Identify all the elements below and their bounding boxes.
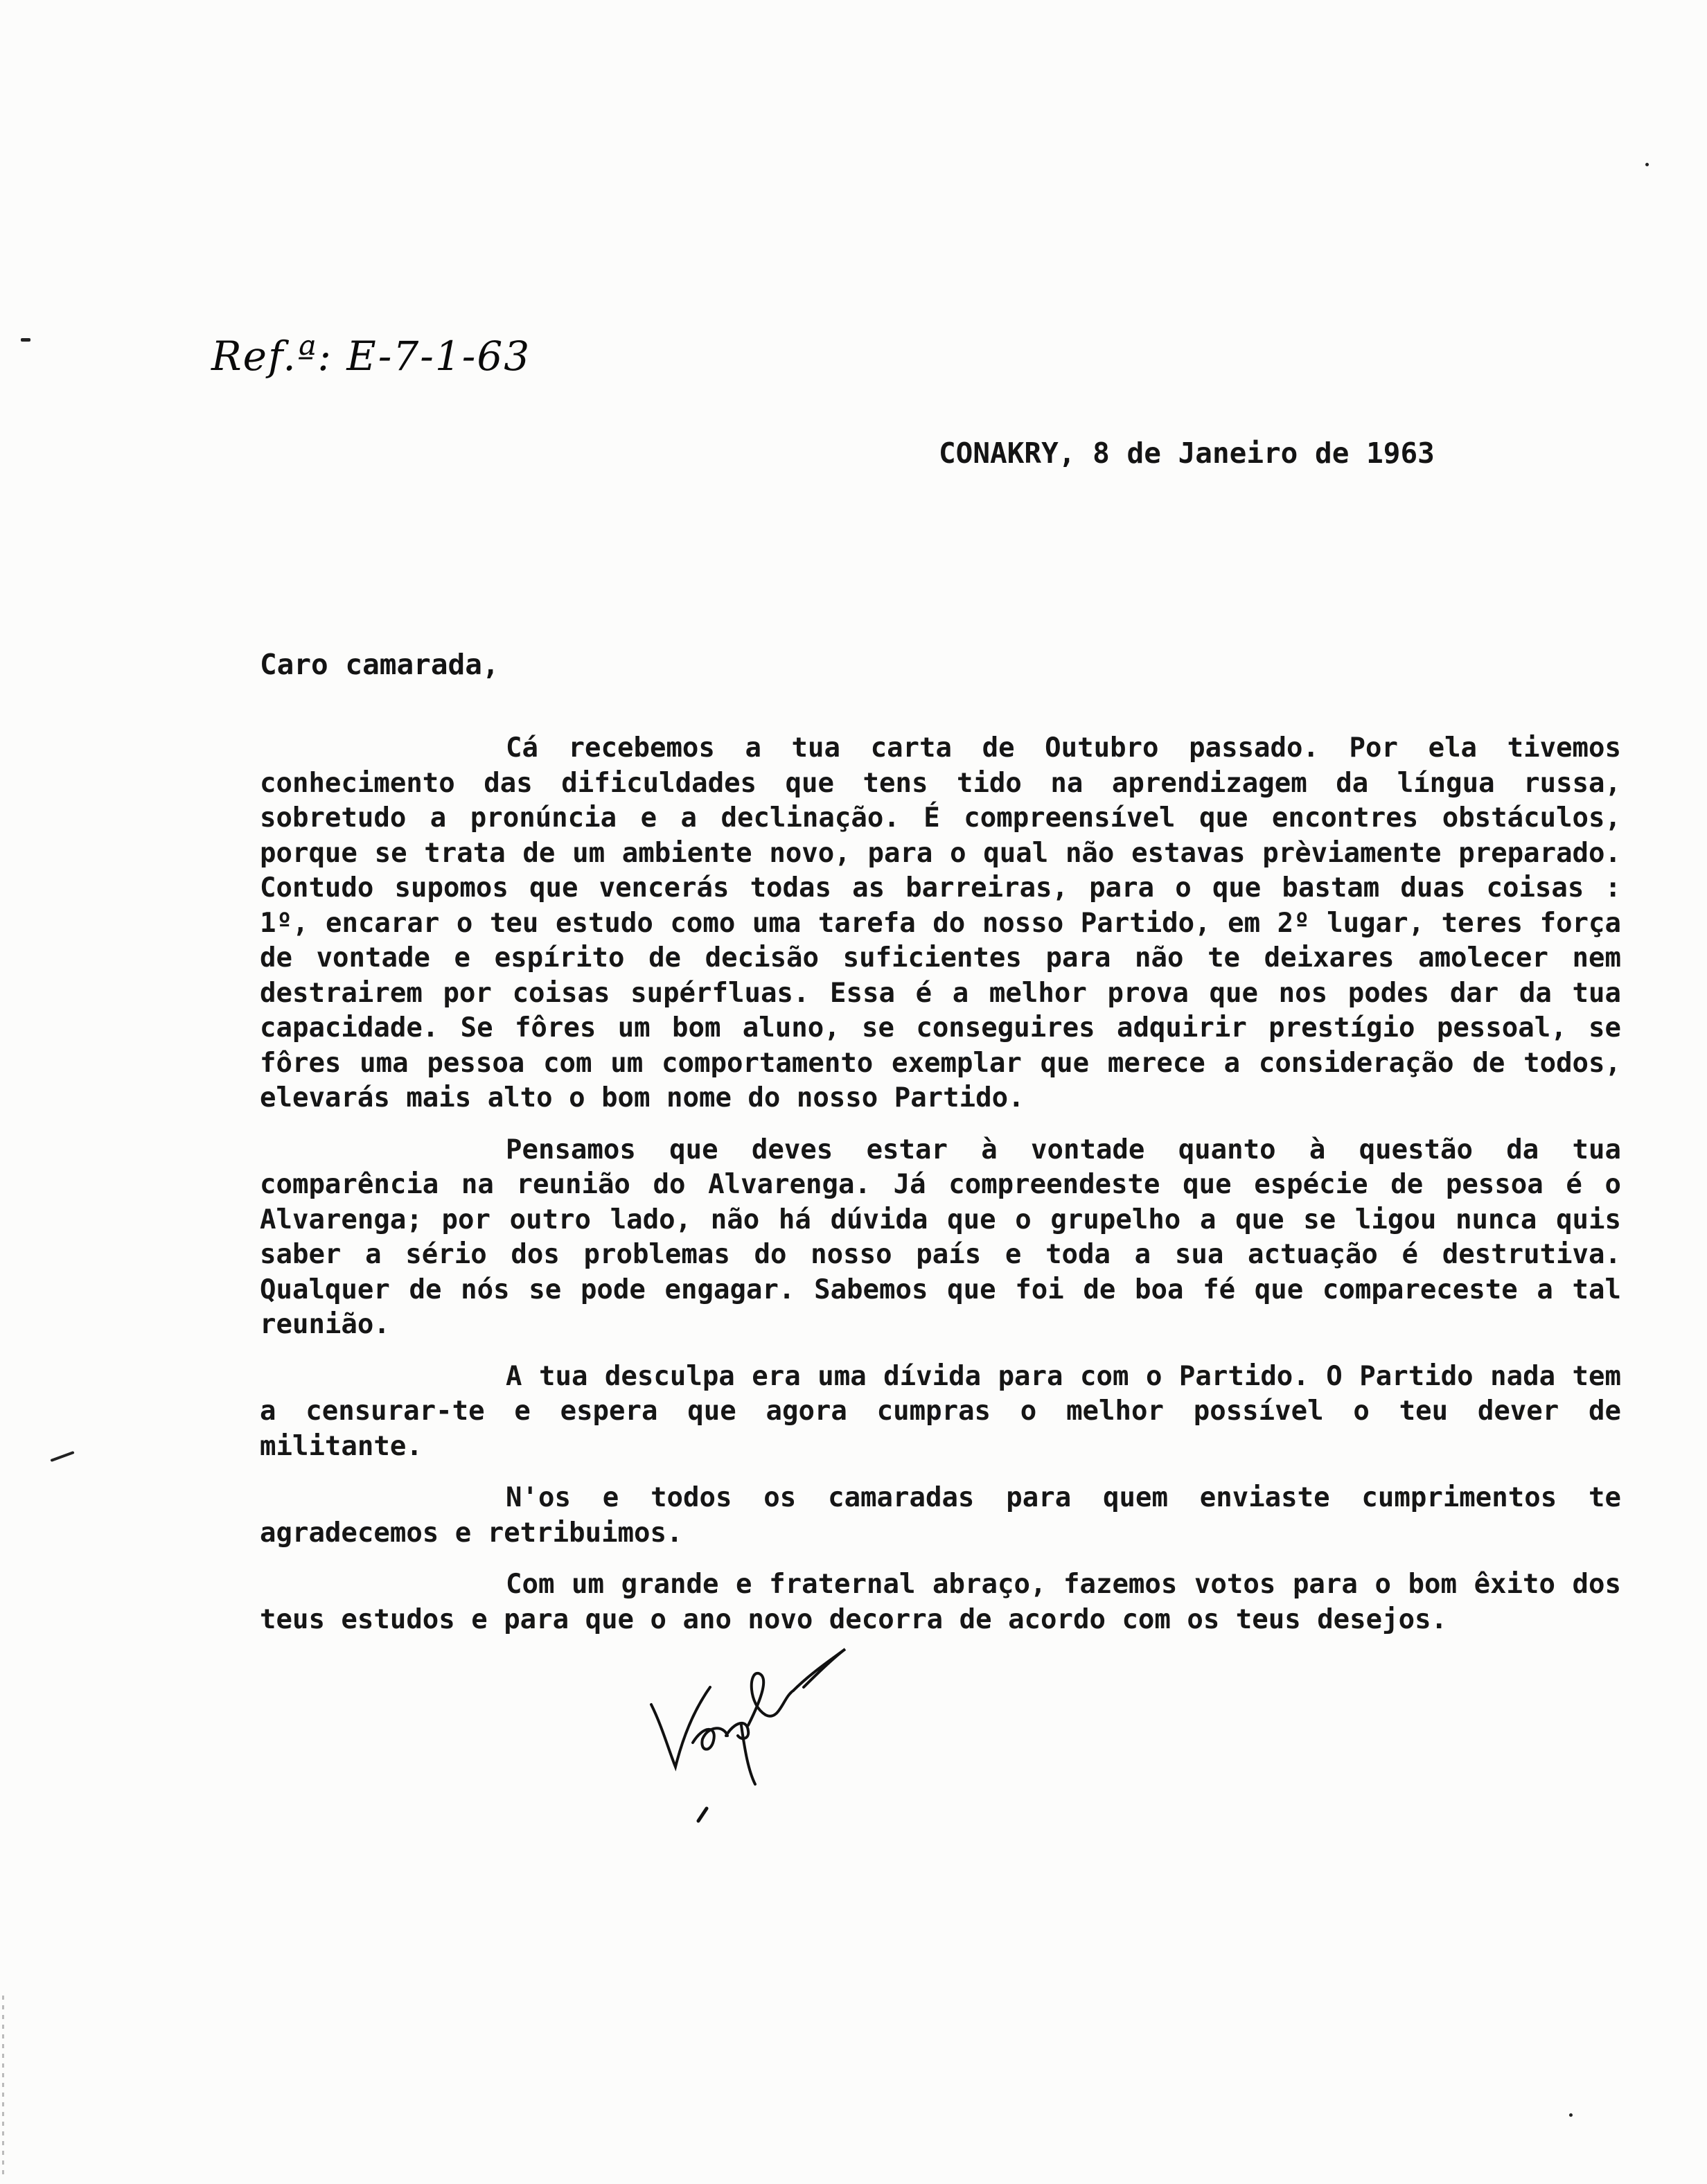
reference-number: Ref.ª: E-7-1-63	[211, 333, 531, 380]
letter-body	[260, 731, 1621, 1654]
dateline: CONAKRY, 8 de Janeiro de 1963	[939, 437, 1435, 470]
paragraph-3: A tua desculpa era uma dívida para com o Partido. O Partido nada tem a censurar-te e espera que agora cumpras o melhor possível o teu dever de militante.	[260, 1360, 1621, 1462]
paper-speck	[1569, 2113, 1573, 2117]
paper-speck	[21, 338, 30, 342]
paragraph-2: Pensamos que deves estar à vontade quanto à questão da tua comparência na reunião do Alvarenga. Já compreendeste que espécie de pessoa é o Alvarenga; por outro lado, não há dúvida que o grupelho a que se ligou nunca quis saber a sério dos problemas do nosso país e toda a sua actuação é destrutiva. Qualquer de nós se pode engagar. Sabemos que foi de boa fé que compareceste a tal reunião.	[260, 1134, 1621, 1340]
paragraph-4: N'os e todos os camaradas para quem enviaste cumprimentos te agradecemos e retribuimos.	[260, 1482, 1621, 1549]
paragraph-5: Com um grande e fraternal abraço, fazemos votos para o bom êxito dos teus estudos e para que o ano novo decorra de acordo com os teus desejos.	[260, 1569, 1621, 1635]
salutation: Caro camarada,	[260, 648, 499, 681]
scan-edge	[2, 1996, 4, 2176]
paper-speck	[50, 1451, 74, 1462]
paper-speck	[1645, 163, 1649, 166]
handwritten-signature	[644, 1621, 852, 1829]
paragraph-1: Cá recebemos a tua carta de Outubro passado. Por ela tivemos conhecimento das dificuldades que tens tido na aprendizagem da língua russa, sobretudo a pronúncia e a declinação. É compreensível que encontres obstáculos, porque se trata de um ambiente novo, para o qual não estavas prèviamente preparado. Contudo supomos que vencerás todas as barreiras, para o que bastam duas coisas : 1º, encarar o teu estudo como uma tarefa do nosso Partido, em 2º lugar, teres força de vontade e espírito de decisão suficientes para não te deixares amolecer nem destrairem por coisas supérfluas. Essa é a melhor prova que nos podes dar da tua capacidade. Se fôres um bom aluno, se conseguires adquirir prestígio pessoal, se fôres uma pessoa com um comportamento exemplar que merece a consideração de todos, elevarás mais alto o bom nome do nosso Partido.	[260, 732, 1621, 1113]
